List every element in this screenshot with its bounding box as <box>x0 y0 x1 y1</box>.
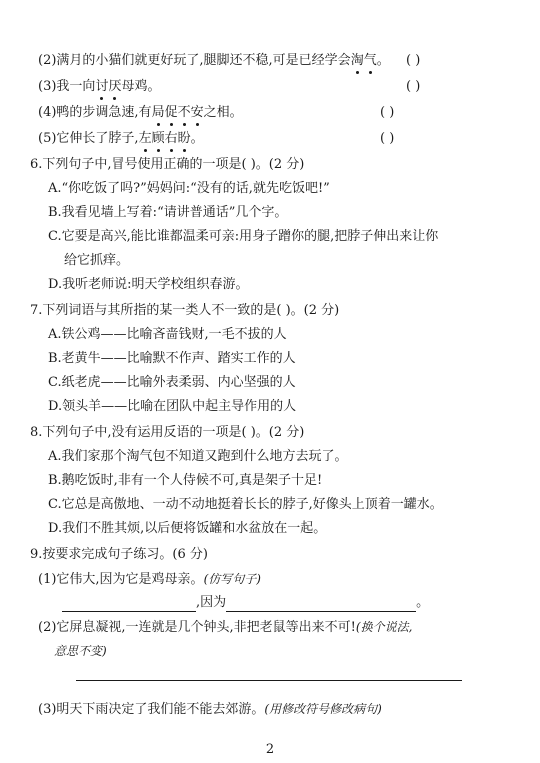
item-label: (2) <box>38 53 57 68</box>
q6-option-d[interactable]: D.我听老师说:明天学校组织春游。 <box>48 277 249 292</box>
dotted-word: 淘气 <box>350 53 377 68</box>
answer-paren-5[interactable]: ( ) <box>380 131 395 146</box>
q9-s1-mid: ,因为 <box>196 595 227 610</box>
item-text-after: 。 <box>376 53 390 68</box>
q9-s2-note-cont <box>54 642 107 661</box>
item-text-after: 之相。 <box>203 105 243 120</box>
q7-option-d[interactable]: D.领头羊——比喻在团队中起主导作用的人 <box>48 399 297 414</box>
answer-paren-3[interactable]: ( ) <box>406 79 421 94</box>
q6-stem: 6.下列句子中,冒号使用正确的一项是( )。(2 分) <box>30 157 305 172</box>
q6-option-b[interactable]: B.我看见墙上写着:“请讲普通话”几个字。 <box>48 205 288 220</box>
dotted-word: 讨厌 <box>95 79 122 94</box>
answer-paren-2[interactable]: ( ) <box>406 53 421 68</box>
answer-line[interactable] <box>76 680 462 681</box>
q6-option-a[interactable]: A.“你吃饭了吗?”妈妈问:“没有的话,就先吃饭吧!” <box>48 181 330 196</box>
q7-option-b[interactable]: B.老黄牛——比喻默不作声、踏实工作的人 <box>48 351 296 366</box>
q9-s2-note-2: 意思不变) <box>54 644 107 658</box>
answer-blank[interactable] <box>226 597 416 612</box>
q8-option-c[interactable]: C.它总是高傲地、一动不动地挺着长长的脖子,好像头上顶着一罐水。 <box>48 497 443 512</box>
item-label: (4) <box>38 105 57 120</box>
q9-stem: 9.按要求完成句子练习。(6 分) <box>30 547 208 562</box>
q8-option-d[interactable]: D.我们不胜其烦,以后便将饭罐和水盆放在一起。 <box>48 521 327 536</box>
dotted-word: 局促不安 <box>151 105 204 120</box>
item-3 <box>38 78 160 96</box>
q9-sentence-2 <box>38 618 412 637</box>
q9-s3-note: (用修改符号修改病句) <box>264 702 382 716</box>
q8-option-b[interactable]: B.鹅吃饭时,非有一个人侍候不可,真是架子十足! <box>48 473 323 488</box>
answer-paren-4[interactable]: ( ) <box>380 105 395 120</box>
item-text: 我一向 <box>56 79 96 94</box>
item-5 <box>38 130 204 148</box>
q9-sentence-3 <box>38 700 382 719</box>
q9-s1-text: (1)它伟大,因为它是鸡母亲。 <box>38 572 204 587</box>
item-label: (5) <box>38 131 57 146</box>
q9-s1-answer-row <box>62 594 429 612</box>
q6-option-c-cont: 给它抓痒。 <box>64 253 130 268</box>
q7-option-a[interactable]: A.铁公鸡——比喻吝啬钱财,一毛不拔的人 <box>48 327 287 342</box>
answer-blank[interactable] <box>62 597 196 612</box>
dotted-word: 左顾右盼 <box>138 131 191 146</box>
item-4 <box>38 104 243 122</box>
item-text: 鸭的步调急速,有 <box>56 105 152 120</box>
item-label: (3) <box>38 79 57 94</box>
item-2 <box>38 52 390 70</box>
q7-option-c[interactable]: C.纸老虎——比喻外表柔弱、内心坚强的人 <box>48 375 296 390</box>
q9-s1-end: 。 <box>416 595 430 610</box>
q9-s2-note: (换个说法, <box>355 620 413 634</box>
page-number: 2 <box>265 742 275 757</box>
q8-option-a[interactable]: A.我们家那个淘气包不知道又跑到什么地方去玩了。 <box>48 449 348 464</box>
q9-s2-text: (2)它屏息凝视,一连就是几个钟头,非把老鼠等出来不可! <box>38 620 356 635</box>
q9-sentence-1 <box>38 570 261 589</box>
q8-stem: 8.下列句子中,没有运用反语的一项是( )。(2 分) <box>30 425 305 440</box>
item-text: 它伸长了脖子, <box>56 131 139 146</box>
q9-s1-note: (仿写句子) <box>203 572 261 586</box>
item-text-after: 母鸡。 <box>121 79 161 94</box>
q7-stem: 7.下列词语与其所指的某一类人不一致的是( )。(2 分) <box>30 303 340 318</box>
item-text-after: 。 <box>190 131 204 146</box>
q6-option-c[interactable]: C.它要是高兴,能比谁都温柔可亲:用身子蹭你的腿,把脖子伸出来让你 <box>48 229 439 244</box>
q9-s3-text: (3)明天下雨决定了我们能不能去郊游。 <box>38 702 265 717</box>
item-text: 满月的小猫们就更好玩了,腿脚还不稳,可是已经学会 <box>56 53 351 68</box>
